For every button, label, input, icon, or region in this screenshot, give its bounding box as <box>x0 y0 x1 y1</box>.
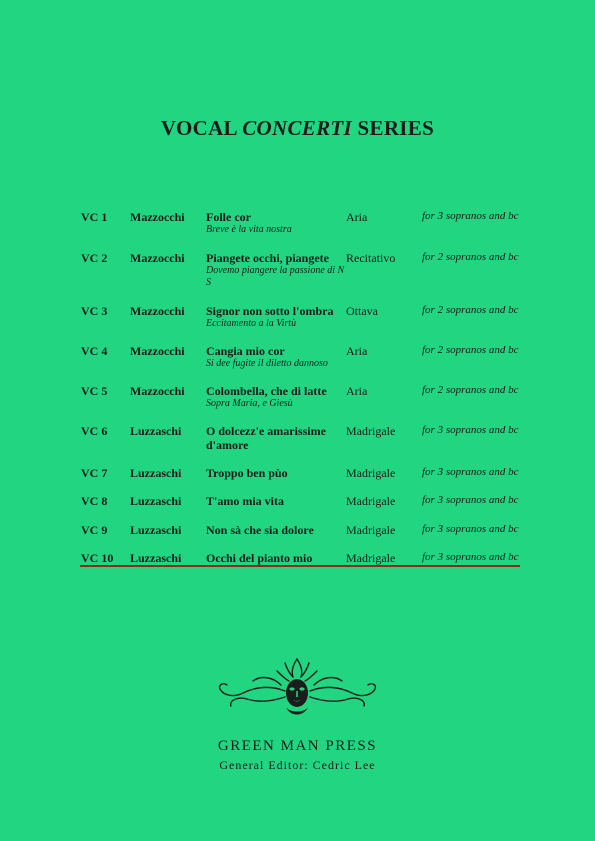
scoring: for 2 sopranos and bc <box>422 344 519 356</box>
composer: Luzzaschi <box>130 523 182 537</box>
highlight-underline <box>80 565 520 567</box>
publisher-name: GREEN MAN PRESS <box>217 738 378 754</box>
title-part-2: CONCERTI <box>242 116 352 140</box>
work-subtitle: Sopra Maria, e Giesù <box>206 398 293 409</box>
general-editor: General Editor: Cedric Lee <box>219 758 376 772</box>
work-title-block <box>206 251 346 289</box>
work-title-block <box>206 466 346 480</box>
catalog-number: VC 5 <box>81 384 108 398</box>
composer: Luzzaschi <box>130 466 182 480</box>
work-subtitle: Eccitamento a la Virtù <box>206 318 297 329</box>
work-title: O dolcezz'e amarissime d'amore <box>206 424 326 452</box>
form: Recitativo <box>346 251 396 265</box>
work-title-block <box>206 384 346 410</box>
composer: Luzzaschi <box>130 494 182 508</box>
scoring: for 2 sopranos and bc <box>422 384 519 396</box>
catalog-number: VC 1 <box>81 210 108 224</box>
composer: Mazzocchi <box>130 210 185 224</box>
work-title: Signor non sotto l'ombra <box>206 304 334 318</box>
form: Aria <box>346 384 368 398</box>
work-title: T'amo mia vita <box>206 494 284 508</box>
form: Madrigale <box>346 424 396 438</box>
catalog-number: VC 8 <box>81 494 108 508</box>
composer: Mazzocchi <box>130 251 185 265</box>
catalog-number: VC 6 <box>81 424 108 438</box>
work-title: Non sà che sia dolore <box>206 523 314 537</box>
work-title: Occhi del pianto mio <box>206 551 313 565</box>
work-title: Folle cor <box>206 210 251 224</box>
work-title-block <box>206 494 346 508</box>
scoring: for 2 sopranos and bc <box>422 304 519 316</box>
scoring: for 2 sopranos and bc <box>422 251 519 263</box>
work-subtitle: Breve è la vita nostra <box>206 224 292 235</box>
work-title-block <box>206 210 346 236</box>
catalog-number: VC 9 <box>81 523 108 537</box>
composer: Mazzocchi <box>130 344 185 358</box>
scoring: for 3 sopranos and bc <box>422 523 519 535</box>
form: Aria <box>346 210 368 224</box>
work-title-block <box>206 304 346 330</box>
scoring: for 3 sopranos and bc <box>422 424 519 436</box>
composer: Luzzaschi <box>130 424 182 438</box>
catalog-number: VC 10 <box>81 551 114 565</box>
catalog-number: VC 7 <box>81 466 108 480</box>
title-part-3: SERIES <box>352 116 435 140</box>
work-subtitle: Dovemo piangere la passione di N S <box>206 265 345 288</box>
scoring: for 3 sopranos and bc <box>422 494 519 506</box>
scoring: for 3 sopranos and bc <box>422 210 519 222</box>
series-title <box>0 116 595 141</box>
green-man-emblem-icon <box>215 655 380 721</box>
composer: Mazzocchi <box>130 304 185 318</box>
work-title-block <box>206 551 346 565</box>
scoring: for 3 sopranos and bc <box>422 551 519 563</box>
composer: Luzzaschi <box>130 551 182 565</box>
work-title: Troppo ben pùo <box>206 466 288 480</box>
work-title: Cangia mio cor <box>206 344 285 358</box>
catalog-number: VC 4 <box>81 344 108 358</box>
scoring: for 3 sopranos and bc <box>422 466 519 478</box>
form: Madrigale <box>346 466 396 480</box>
work-title-block <box>206 424 346 452</box>
title-part-1: VOCAL <box>160 116 243 140</box>
work-title-block <box>206 344 346 370</box>
catalog-number: VC 3 <box>81 304 108 318</box>
form: Madrigale <box>346 494 396 508</box>
catalog-number: VC 2 <box>81 251 108 265</box>
work-title-block <box>206 523 346 537</box>
work-title: Piangete occhi, piangete <box>206 251 329 265</box>
form: Ottava <box>346 304 378 318</box>
work-title: Colombella, che di latte <box>206 384 327 398</box>
work-subtitle: Si dee fugite il diletto dannoso <box>206 358 328 369</box>
composer: Mazzocchi <box>130 384 185 398</box>
form: Madrigale <box>346 551 396 565</box>
form: Madrigale <box>346 523 396 537</box>
form: Aria <box>346 344 368 358</box>
